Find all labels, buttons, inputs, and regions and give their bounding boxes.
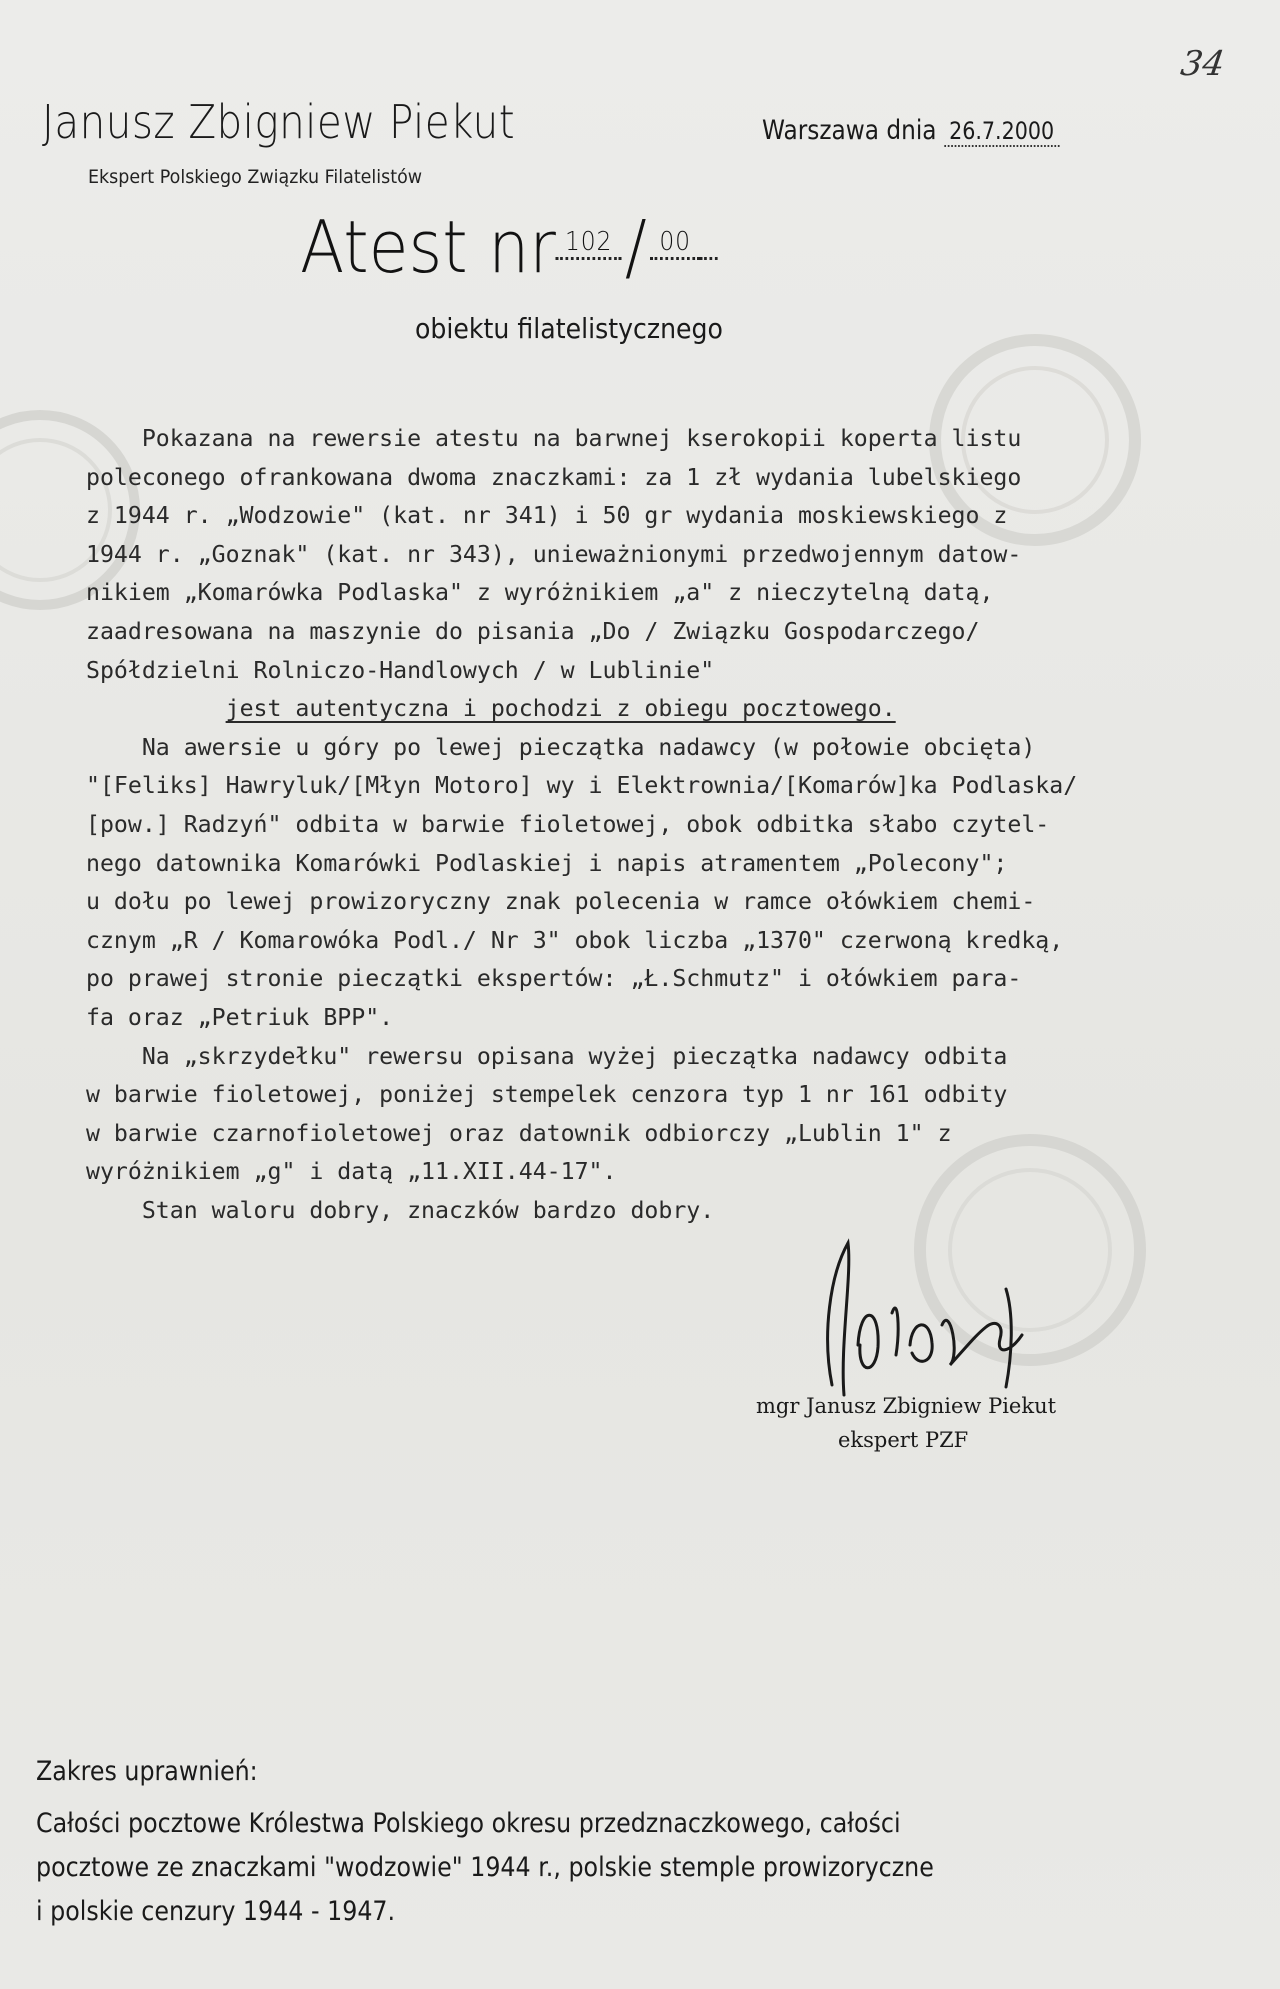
body-line: wyróżnikiem „g" i datą „11.XII.44-17". xyxy=(86,1158,617,1186)
body-line: zaadresowana na maszynie do pisania „Do / Związku Gospodarczego/ xyxy=(86,617,980,645)
body-line: Spółdzielni Rolniczo-Handlowych / w Lublinie" xyxy=(86,656,715,684)
body-line: [pow.] Radzyń" odbita w barwie fioletowej, obok odbitka słabo czytel- xyxy=(86,810,1050,838)
scope-line: pocztowe ze znaczkami "wodzowie" 1944 r., polskie stemple prowizoryczne xyxy=(36,1852,934,1883)
expert-name-header: Janusz Zbigniew Piekut xyxy=(42,95,516,149)
certificate-number: 102 xyxy=(556,227,621,260)
certificate-year: 00 xyxy=(650,227,700,260)
certificate-subtitle: obiektu filatelistycznego xyxy=(415,312,723,345)
signer-name: mgr Janusz Zbigniew Piekut xyxy=(756,1394,1057,1418)
certificate-trailing-dots xyxy=(700,227,718,260)
certificate-title xyxy=(300,205,718,289)
date-value: 26.7.2000 xyxy=(944,117,1059,147)
body-line: w barwie czarnofioletowej oraz datownik odbiorczy „Lublin 1" z xyxy=(86,1119,952,1147)
body-line: fa oraz „Petriuk BPP". xyxy=(86,1003,394,1031)
body-line: Na awersie u góry po lewej pieczątka nadawcy (w połowie obcięta) xyxy=(86,733,1036,761)
body-line: Na „skrzydełku" rewersu opisana wyżej pieczątka nadawcy odbita xyxy=(86,1042,1008,1070)
signer-role: ekspert PZF xyxy=(838,1428,969,1452)
body-line: Pokazana na rewersie atestu na barwnej kserokopii koperta listu xyxy=(86,425,1022,452)
body-line: z 1944 r. „Wodzowie" (kat. nr 341) i 50 gr wydania moskiewskiego z xyxy=(86,502,1008,530)
verdict-text: jest autentyczna i pochodzi z obiegu pocztowego. xyxy=(225,695,896,723)
body-line: Stan waloru dobry, znaczków bardzo dobry. xyxy=(86,1196,715,1224)
certificate-title-label: Atest nr xyxy=(300,205,556,289)
scope-body xyxy=(36,1802,1092,1934)
body-line: u dołu po lewej prowizoryczny znak polecenia w ramce ołówkiem chemi- xyxy=(86,888,1036,916)
scope-line: Całości pocztowe Królestwa Polskiego okresu przedznaczkowego, całości xyxy=(36,1808,901,1839)
body-line: poleconego ofrankowana dwoma znaczkami: za 1 zł wydania lubelskiego xyxy=(86,463,1022,491)
scope-line: i polskie cenzury 1944 - 1947. xyxy=(36,1896,396,1927)
body-line: cznym „R / Komarowóka Podl./ Nr 3" obok liczba „1370" czerwoną kredką, xyxy=(86,926,1064,954)
body-line: "[Feliks] Hawryluk/[Młyn Motoro] wy i Elektrownia/[Komarów]ka Podlaska/ xyxy=(86,772,1078,800)
body-line: po prawej stronie pieczątki ekspertów: „Ł.Schmutz" i ołówkiem para- xyxy=(86,965,1022,993)
expert-role-header: Ekspert Polskiego Związku Filatelistów xyxy=(88,166,423,188)
certificate-body xyxy=(86,420,1246,1230)
body-line: nikiem „Komarówka Podlaska" z wyróżnikiem „a" z nieczytelną datą, xyxy=(86,579,994,607)
body-line: nego datownika Komarówki Podlaskiej i napis atramentem „Polecony"; xyxy=(86,849,1008,877)
scope-title: Zakres uprawnień: xyxy=(36,1756,258,1787)
verdict-line xyxy=(86,690,1246,729)
date-line xyxy=(762,115,1059,146)
date-label: Warszawa dnia xyxy=(762,115,937,146)
page-number: 34 xyxy=(1177,44,1227,84)
body-line: w barwie fioletowej, poniżej stempelek cenzora typ 1 nr 161 odbity xyxy=(86,1081,1008,1109)
slash-separator: / xyxy=(624,205,647,289)
body-line: 1944 r. „Goznak" (kat. nr 343), unieważnionymi przedwojennym datow- xyxy=(86,540,1022,568)
handwritten-signature xyxy=(800,1235,1060,1405)
